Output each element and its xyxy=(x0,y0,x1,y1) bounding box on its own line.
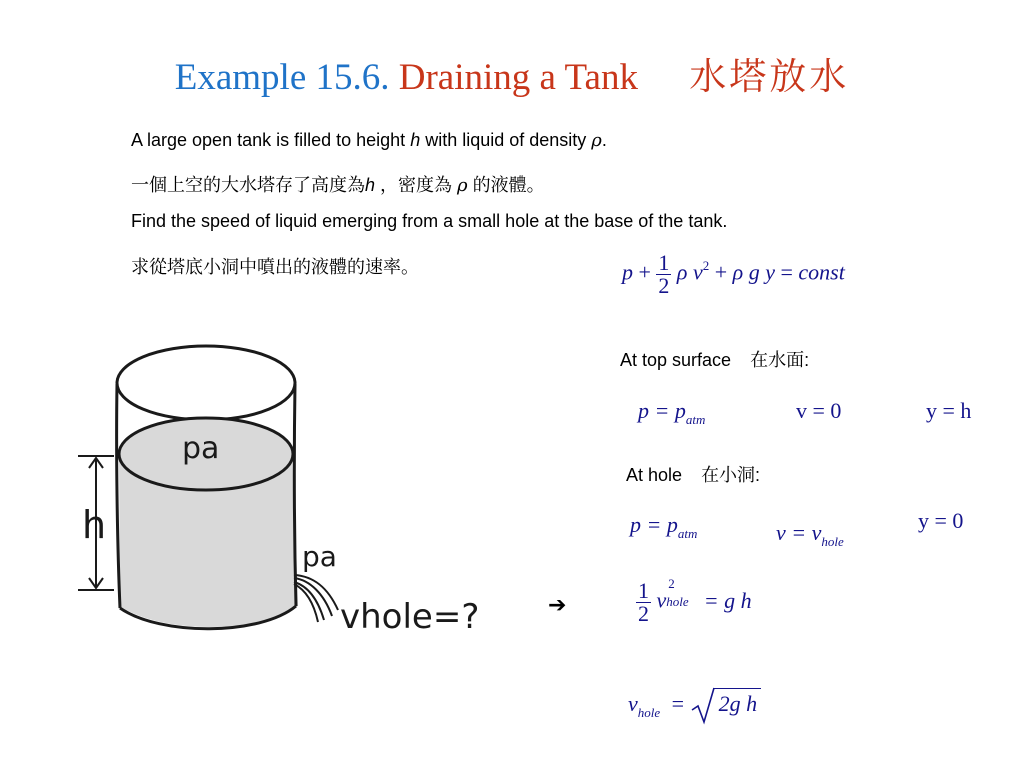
symbol-h: h xyxy=(365,175,376,195)
eq-rho: ρ xyxy=(676,259,688,285)
problem-line-1-mid: with liquid of density xyxy=(420,130,592,150)
title-chinese: 水塔放水 xyxy=(689,57,850,98)
eq-v: v xyxy=(692,259,703,285)
result-frac-num: 1 xyxy=(638,578,649,603)
eq-y: y xyxy=(765,259,775,285)
symbol-rho: ρ xyxy=(457,175,468,196)
problem-line-3: Find the speed of liquid emerging from a small hole at the base of the tank. xyxy=(131,211,728,231)
sqrt-radicand xyxy=(713,688,762,717)
eq-frac-den: 2 xyxy=(658,273,670,298)
label-pa-top: pa xyxy=(182,431,220,466)
implies-arrow: ➔ xyxy=(548,592,567,617)
problem-line-1-end: . xyxy=(601,130,607,150)
eq-g: g xyxy=(748,259,760,285)
title-name: Draining a Tank xyxy=(398,57,638,98)
problem-line-2 xyxy=(131,171,545,197)
hole-label-zh: 在小洞: xyxy=(701,465,761,485)
hole-pressure-equation xyxy=(630,512,698,541)
result-square: 2 xyxy=(668,575,675,591)
top-surface-label xyxy=(620,346,809,372)
hole-p-eq: p = p xyxy=(630,512,678,537)
final-sub: hole xyxy=(637,705,661,721)
label-height: h xyxy=(82,503,107,547)
eq-square: 2 xyxy=(702,257,710,273)
result-v: v xyxy=(656,587,667,613)
problem-line-2-mid: ，密度為 xyxy=(375,175,458,195)
eq-p: p xyxy=(622,259,633,285)
result-rhs: = g h xyxy=(703,587,752,613)
hole-height-equation: y = 0 xyxy=(918,508,964,533)
title-example-number: Example 15.6. xyxy=(174,57,390,98)
eq-frac-num: 1 xyxy=(658,250,670,275)
result-supsub xyxy=(666,575,692,609)
tank-top-rim xyxy=(117,346,295,420)
result-equation xyxy=(636,575,752,626)
result-fraction xyxy=(636,580,651,625)
eq-const: const xyxy=(798,259,845,285)
final-v: v xyxy=(628,691,638,717)
hole-p-sub: atm xyxy=(677,526,698,541)
problem-line-1 xyxy=(131,130,607,151)
top-p-eq: p = p xyxy=(638,398,686,423)
eq-fraction xyxy=(656,252,671,297)
top-velocity-equation: v = 0 xyxy=(796,398,842,423)
tank-sketch xyxy=(70,328,490,658)
eq-plus: + xyxy=(638,259,651,285)
final-root: 2g h xyxy=(718,691,758,717)
final-equals: = xyxy=(671,691,685,717)
top-surface-label-zh: 在水面: xyxy=(750,350,810,370)
top-surface-label-en: At top surface xyxy=(620,350,732,370)
eq-equals: = xyxy=(780,259,793,285)
tank-wall-right xyxy=(294,384,296,606)
label-pa-side: pa xyxy=(302,540,337,573)
bernoulli-equation xyxy=(622,252,845,297)
symbol-rho: ρ xyxy=(591,130,602,151)
eq-plus: + xyxy=(714,259,728,285)
final-equation xyxy=(628,686,761,726)
top-p-sub: atm xyxy=(685,412,706,427)
jet-stream-icon xyxy=(294,575,338,622)
result-frac-den: 2 xyxy=(638,601,649,626)
hole-label-en: At hole xyxy=(626,465,683,485)
symbol-h: h xyxy=(410,130,421,150)
hole-v-eq: v = v xyxy=(776,520,822,545)
slide-title xyxy=(0,46,1024,100)
hole-label xyxy=(626,461,760,487)
top-height-equation: y = h xyxy=(926,398,972,423)
problem-line-2-end: 的液體。 xyxy=(467,175,545,195)
problem-line-4: 求從塔底小洞中噴出的液體的速率。 xyxy=(131,257,419,277)
top-pressure-equation xyxy=(638,398,706,427)
label-v-hole: vhole=? xyxy=(340,597,480,637)
eq-rho: ρ xyxy=(732,259,744,285)
problem-line-1-text: A large open tank is filled to height xyxy=(131,130,411,150)
hole-velocity-equation xyxy=(776,520,844,549)
result-sub: hole xyxy=(666,593,689,609)
problem-line-2-text: 一個上空的大水塔存了高度為 xyxy=(131,175,365,195)
hole-v-sub: hole xyxy=(821,534,844,549)
